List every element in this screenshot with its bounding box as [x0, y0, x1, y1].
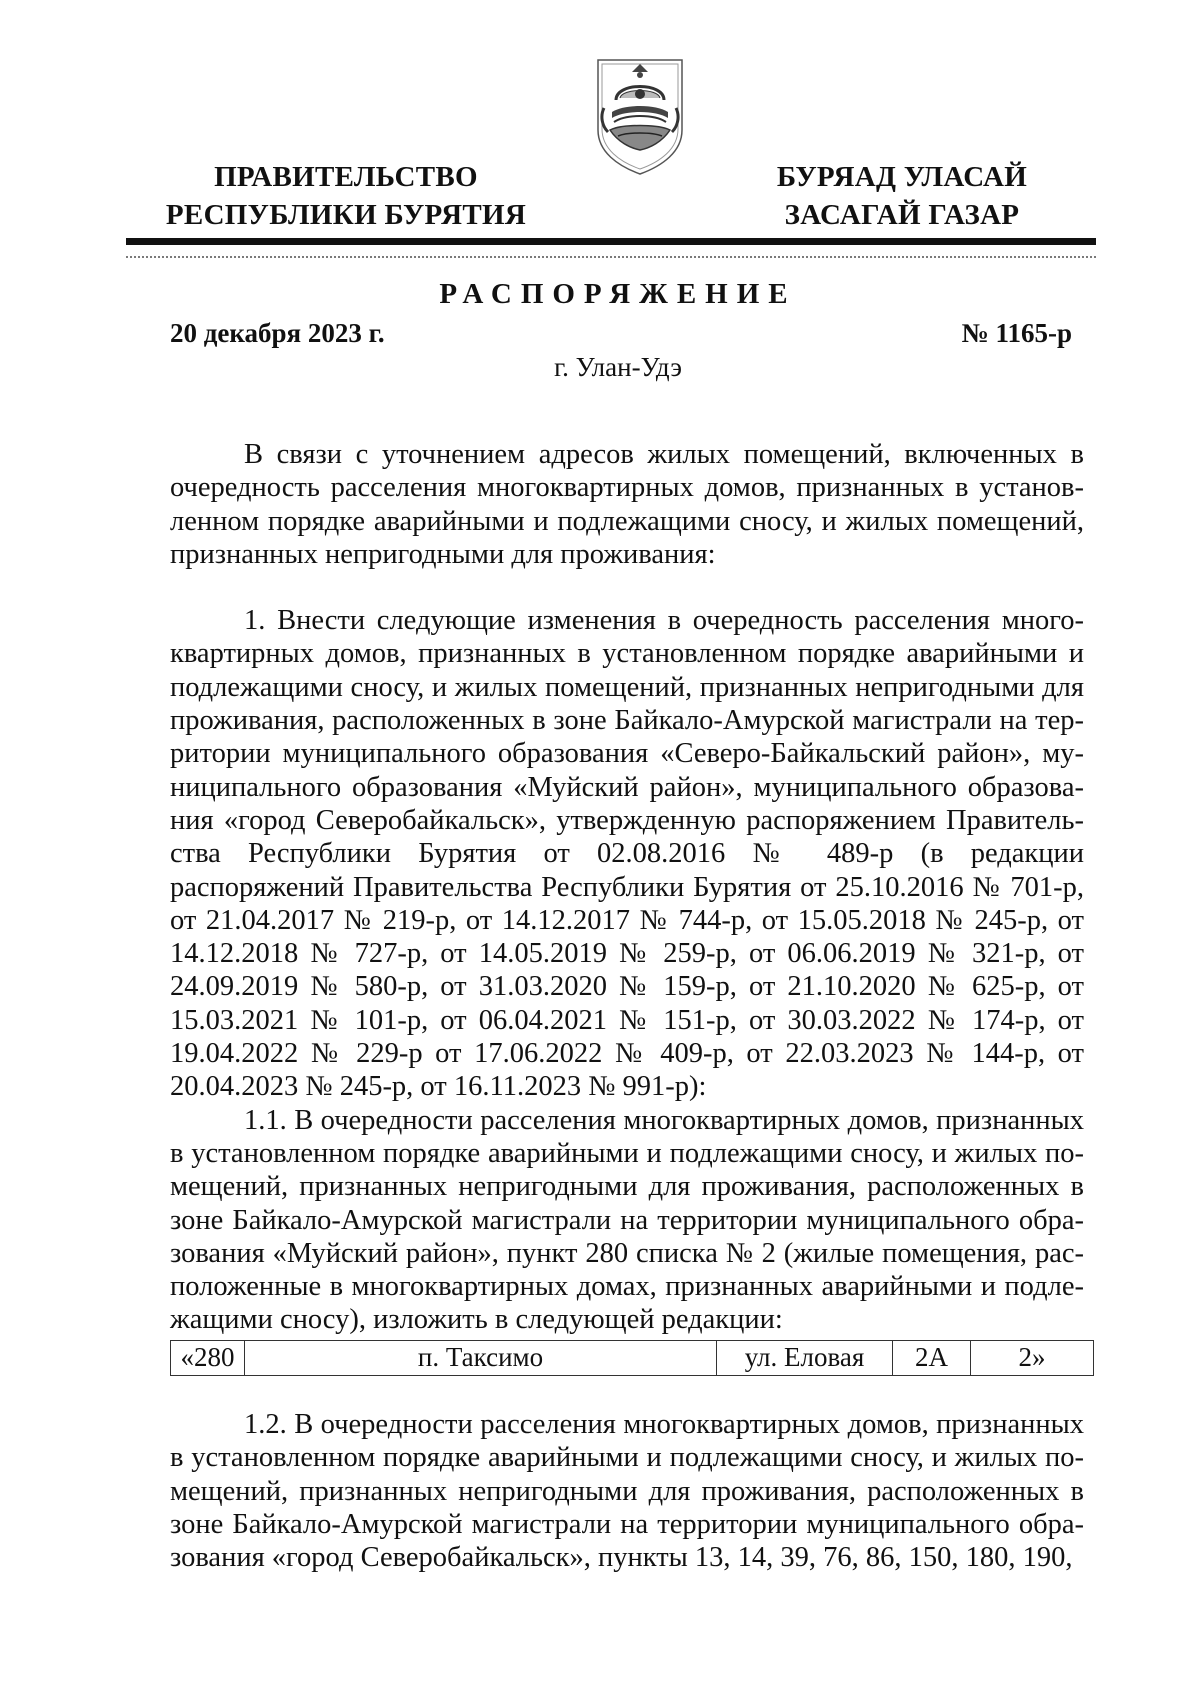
header-thick-rule	[126, 238, 1096, 245]
document-body-continued	[170, 1408, 1084, 1574]
org-name-buryat	[760, 158, 1044, 234]
table-cell-settlement: п. Таксимо	[245, 1341, 717, 1375]
preamble-paragraph: В связи с уточнением адресов жилых помещений, включенных в очередность расселения многоквартирных домов, признанных в установленном порядке аварийными и подлежащими сносу, и жилых помещений, признанных непригодными для проживания:	[170, 439, 1084, 570]
org-name-left-line1: ПРАВИТЕЛЬСТВО	[214, 161, 478, 193]
org-name-russian	[150, 158, 542, 234]
paragraph-gap	[170, 571, 1084, 604]
org-name-right-line1: БУРЯАД УЛАСАЙ	[776, 161, 1028, 193]
org-name-left-line2: РЕСПУБЛИКИ БУРЯТИЯ	[165, 199, 527, 231]
address-table-row	[170, 1340, 1094, 1376]
document-type: РАСПОРЯЖЕНИЕ	[439, 278, 797, 310]
item-1-2-paragraph: 1.2. В очередности расселения многоквартирных домов, признанных в установленном порядке аварийными и подлежащими сносу, и жилых помещений, признанных непригодными для проживания, расположенных в зоне Байкало-Амурской магистрали на территории муниципального образования «город Северобайкальск», пункты 13, 14, 39, 76, 86, 150, 180, 190,	[170, 1409, 1084, 1574]
table-cell-house: 2А	[893, 1341, 971, 1375]
header-dotted-rule	[126, 256, 1096, 258]
org-name-right-line2: ЗАСАГАЙ ГАЗАР	[784, 199, 1020, 231]
table-cell-item-number: «280	[171, 1341, 245, 1375]
table-cell-street: ул. Еловая	[717, 1341, 893, 1375]
item-1-1-paragraph: 1.1. В очередности расселения многоквартирных домов, признанных в установленном порядке аварийными и подлежащими сносу, и жилых помещений, признанных непригодными для проживания, расположенных в зоне Байкало-Амурской магистрали на территории муниципального образования «Муйский район», пункт 280 списка № 2 (жилые помещения, расположенные в многоквартирных домах, признанных аварийными и подлежащими сносу), изложить в следующей редакции:	[170, 1104, 1084, 1336]
document-city: г. Улан-Удэ	[554, 352, 682, 382]
document-body	[170, 438, 1084, 1337]
table-cell-apartment: 2»	[1018, 1342, 1046, 1372]
item-1-paragraph: 1. Внести следующие изменения в очередность расселения многоквартирных домов, признанных в установленном порядке аварийными и подлежащими сносу, и жилых помещений, признанных непригодными для проживания, расположенных в зоне Байкало-Амурской магистрали на территории муниципального образования «Северо-Байкальский район», муниципального образования «Муйский район», муниципального образования «город Северобайкальск», утвержденную распоряжением Правительства Республики Бурятия от 02.08.2016 № 489-р (в редакции распоряжений Правительства Республики Бурятия от 25.10.2016 № 701-р, от 21.04.2017 № 219-р, от 14.12.2017 № 744-р, от 15.05.2018 № 245-р, от 14.12.2018 № 727-р, от 14.05.2019 № 259-р, от 06.06.2019 № 321-р, от 24.09.2019 № 580-р, от 31.03.2020 № 159-р, от 21.10.2020 № 625-р, от 15.03.2021 № 101-р, от 06.04.2021 № 151-р, от 30.03.2022 № 174-р, от 19.04.2022 № 229-р от 17.06.2022 № 409-р, от 22.03.2023 № 144-р, от 20.04.2023 № 245-р, от 16.11.2023 № 991-р):	[170, 605, 1084, 1103]
document-number: № 1165-р	[961, 318, 1072, 348]
coat-of-arms-emblem	[592, 52, 688, 178]
document-date: 20 декабря 2023 г.	[170, 318, 385, 348]
